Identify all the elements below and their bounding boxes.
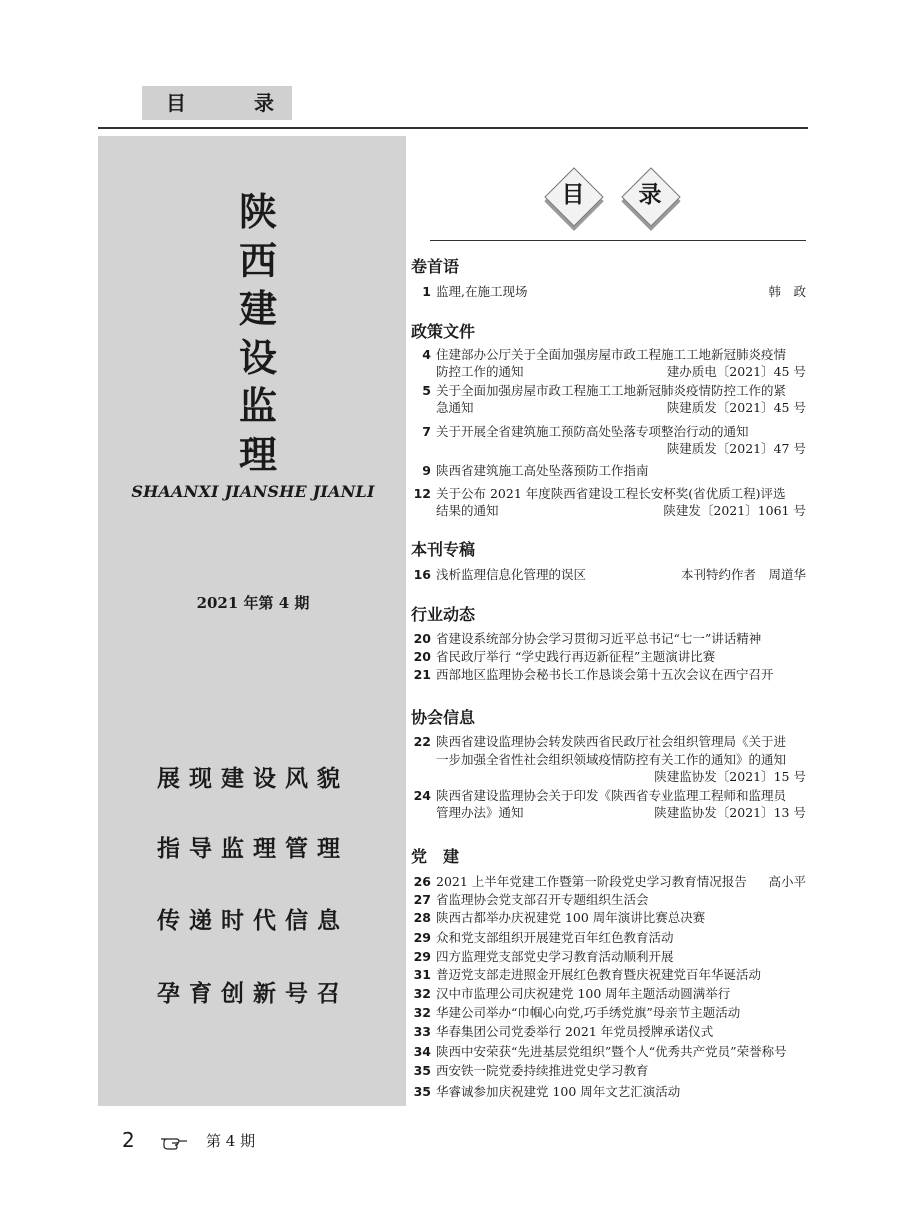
section-heading: 卷首语: [411, 257, 460, 276]
entry-page-number: 20: [413, 631, 431, 646]
toc-entry[interactable]: [411, 630, 806, 647]
slogan: 指导监理管理: [157, 836, 349, 862]
entry-title: 省民政厅举行 “学史践行再迈新征程”主题演讲比赛: [436, 649, 716, 664]
toc-entry[interactable]: [411, 566, 806, 583]
entry-title: 省监理协会党支部召开专题组织生活会: [436, 892, 649, 907]
toc-entry[interactable]: [411, 751, 806, 768]
header-tab-char: 目: [166, 91, 186, 115]
toc-entry[interactable]: [411, 423, 806, 440]
entry-title: 陕西省建筑施工高处坠落预防工作指南: [436, 463, 649, 478]
entry-page-number: 35: [413, 1063, 431, 1078]
toc-entry[interactable]: [411, 485, 806, 502]
toc-entry[interactable]: [411, 966, 806, 983]
entry-title: 陕西省建设监理协会关于印发《陕西省专业监理工程师和监理员: [436, 788, 787, 803]
entry-title: 众和党支部组织开展建党百年红色教育活动: [436, 930, 674, 945]
header-tab-char: 录: [254, 91, 274, 115]
toc-entry[interactable]: [411, 666, 806, 683]
toc-entry[interactable]: [411, 462, 806, 479]
entry-title: 2021 上半年党建工作暨第一阶段党史学习教育情况报告: [436, 874, 747, 889]
entry-title: 陕西古都举办庆祝建党 100 周年演讲比赛总决赛: [436, 910, 706, 925]
journal-title: [230, 188, 286, 479]
entry-page-number: 29: [413, 949, 431, 964]
toc-entry[interactable]: [411, 985, 806, 1002]
entry-page-number: 26: [413, 874, 431, 889]
entry-title: 管理办法》通知: [436, 805, 524, 820]
entry-title: 西安铁一院党委持续推进党史学习教育: [436, 1063, 649, 1078]
toc-entry[interactable]: [411, 1083, 806, 1100]
entry-title: 关于公布 2021 年度陕西省建设工程长安杯奖(省优质工程)评选: [436, 486, 786, 501]
title-char: 设: [238, 335, 277, 380]
toc-entry[interactable]: [411, 929, 806, 946]
section-heading: 行业动态: [411, 605, 476, 624]
slogan: 传递时代信息: [157, 908, 349, 934]
entry-title: 华建公司举办“巾帼心向党,巧手绣党旗”母亲节主题活动: [436, 1005, 741, 1020]
footer-issue: 第 4 期: [206, 1132, 256, 1150]
entry-page-number: 31: [413, 967, 431, 982]
entry-page-number: 33: [413, 1024, 431, 1039]
toc-entry[interactable]: [411, 283, 806, 300]
toc-title-char: 目: [561, 182, 585, 208]
toc-entry[interactable]: [411, 768, 806, 785]
entry-title: 急通知: [436, 400, 474, 415]
pointing-hand-icon: [160, 1134, 188, 1150]
entry-title: 陕西省建设监理协会转发陕西省民政厅社会组织管理局《关于进: [436, 734, 787, 749]
toc-entry[interactable]: [411, 909, 806, 926]
section-heading: 党 建: [411, 847, 460, 866]
entry-title: 华睿诚参加庆祝建党 100 周年文艺汇演活动: [436, 1084, 681, 1099]
entry-page-number: 27: [413, 892, 431, 907]
title-char: 西: [238, 238, 277, 283]
entry-author: 韩 政: [768, 284, 806, 299]
entry-title: 防控工作的通知: [436, 364, 524, 379]
toc-entry[interactable]: [411, 648, 806, 665]
title-char: 监: [238, 384, 277, 428]
toc-entry[interactable]: [411, 440, 806, 457]
entry-title: 陕西中安荣获“先进基层党组织”暨个人“优秀共产党员”荣誉称号: [436, 1044, 787, 1059]
section-heading: 本刊专稿: [411, 540, 476, 559]
entry-page-number: 34: [413, 1044, 431, 1059]
toc-entry[interactable]: [411, 1023, 806, 1040]
slogan: 展现建设风貌: [157, 766, 349, 792]
toc-entry[interactable]: [411, 382, 806, 399]
entry-page-number: 32: [413, 986, 431, 1001]
toc-entry[interactable]: [411, 873, 806, 890]
toc-title-char: 录: [638, 182, 662, 208]
entry-author: 本刊特约作者 周道华: [680, 567, 806, 582]
toc-entry[interactable]: [411, 399, 806, 416]
entry-title: 关于全面加强房屋市政工程施工工地新冠肺炎疫情防控工作的紧: [436, 383, 787, 398]
entry-page-number: 20: [413, 649, 431, 664]
issue-label: 2021 年第 4 期: [196, 594, 310, 612]
toc-entry[interactable]: [411, 1062, 806, 1079]
toc-entry[interactable]: [411, 787, 806, 804]
slogan: 孕育创新号召: [157, 981, 349, 1007]
toc-entry[interactable]: [411, 363, 806, 380]
entry-page-number: 5: [422, 383, 431, 398]
header-rule: [98, 127, 808, 129]
title-char: 理: [238, 432, 277, 477]
entry-page-number: 21: [413, 667, 431, 682]
entry-page-number: 4: [422, 347, 431, 362]
entry-title: 华春集团公司党委举行 2021 年党员授牌承诺仪式: [436, 1024, 714, 1039]
entry-title: 省建设系统部分协会学习贯彻习近平总书记“七一”讲话精神: [436, 631, 762, 646]
entry-title: 西部地区监理协会秘书长工作恳谈会第十五次会议在西宁召开: [436, 667, 774, 682]
toc-entry[interactable]: [411, 948, 806, 965]
entry-author: 高小平: [768, 874, 806, 889]
journal-pinyin: SHAANXI JIANSHE JIANLI: [131, 482, 375, 501]
title-char: 陕: [238, 190, 277, 234]
entry-page-number: 9: [422, 463, 431, 478]
toc-entry[interactable]: [411, 804, 806, 821]
entry-page-number: 22: [413, 734, 431, 749]
entry-page-number: 35: [413, 1084, 431, 1099]
toc-entry[interactable]: [411, 733, 806, 750]
title-char: 建: [238, 287, 277, 331]
entry-title: 关于开展全省建筑施工预防高处坠落专项整治行动的通知: [436, 424, 749, 439]
section-heading: 协会信息: [411, 708, 476, 727]
entry-title: 汉中市监理公司庆祝建党 100 周年主题活动圆满举行: [436, 986, 731, 1001]
entry-author: 陕建监协发〔2021〕15 号: [654, 769, 806, 784]
entry-page-number: 7: [422, 424, 431, 439]
entry-title: 结果的通知: [436, 503, 499, 518]
entry-page-number: 12: [413, 486, 431, 501]
entry-page-number: 28: [413, 910, 431, 925]
entry-author: 陕建质发〔2021〕47 号: [666, 441, 806, 456]
section-heading: 政策文件: [411, 322, 476, 341]
entry-title: 浅析监理信息化管理的误区: [436, 567, 587, 582]
toc-entry[interactable]: [411, 346, 806, 363]
header-tab: [142, 86, 292, 120]
entry-title: 住建部办公厅关于全面加强房屋市政工程施工工地新冠肺炎疫情: [436, 347, 787, 362]
entry-title: 普迈党支部走进照金开展红色教育暨庆祝建党百年华诞活动: [436, 967, 762, 982]
entry-author: 陕建质发〔2021〕45 号: [666, 400, 806, 415]
entry-author: 建办质电〔2021〕45 号: [666, 364, 806, 379]
page-number: 2: [122, 1128, 135, 1152]
entry-page-number: 24: [413, 788, 431, 803]
toc-title-rule: [430, 240, 806, 241]
entry-page-number: 32: [413, 1005, 431, 1020]
toc-entry[interactable]: [411, 502, 806, 519]
entry-page-number: 1: [422, 284, 431, 299]
toc-entry[interactable]: [411, 891, 806, 908]
entry-title: 一步加强全省性社会组织领域疫情防控有关工作的通知》的通知: [436, 752, 787, 767]
entry-title: 四方监理党支部党史学习教育活动顺利开展: [436, 949, 674, 964]
entry-title: 监理,在施工现场: [436, 284, 528, 299]
toc-entry[interactable]: [411, 1004, 806, 1021]
entry-author: 陕建发〔2021〕1061 号: [663, 503, 806, 518]
entry-author: 陕建监协发〔2021〕13 号: [654, 805, 806, 820]
entry-page-number: 16: [413, 567, 431, 582]
toc-entry[interactable]: [411, 1043, 806, 1060]
entry-page-number: 29: [413, 930, 431, 945]
